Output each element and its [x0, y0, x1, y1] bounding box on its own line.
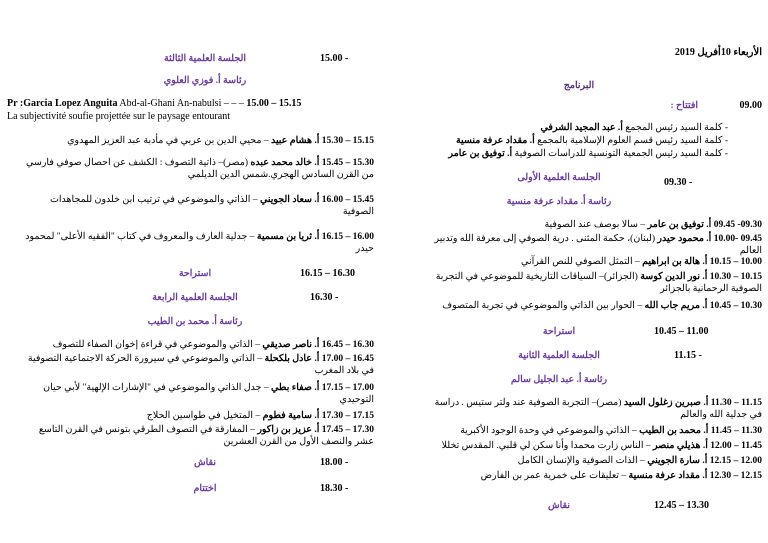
break1-label: استراحة: [542, 327, 576, 337]
session2-time: 11.15 -: [674, 350, 702, 361]
break1-time: 10.45 – 11.00: [654, 326, 709, 337]
talk-row: 12.15 – 12.30 أ. مقداد عرفة منسية – تعليقات على خمرية عمر بن الفارض: [480, 471, 762, 481]
talk-row: 09.45 -10.00 أ. محمود حيدر (لبنان)، حكمة المثنى . درية الصوفي إلى معرفة الله وتدبير العالم: [434, 234, 762, 256]
opening-item: - كلمة السيد رئيس المجمع أ. عبد المجيد الشرفي: [540, 123, 728, 133]
opening-label: افتتاح :: [670, 101, 698, 111]
discussion-label: نقاش: [548, 501, 570, 511]
latin-speaker-ar: Abd-al-Ghani An-nabulsi –: [119, 98, 229, 109]
talk-row: 11.30 – 11.45 أ. محمد بن الطيب – الذاتي والموضوعي في وحدة الوجود الأكبرية: [460, 426, 762, 436]
discussion-time: 12.45 – 13.30: [654, 500, 709, 511]
session4-chair: رئاسة أ. محمد بن الطيب: [147, 317, 243, 327]
session3-time: 15.00 -: [320, 53, 349, 64]
latin-speaker: Pr :Garcia Lopez Anguita: [7, 98, 118, 109]
talk-row: 11.45 – 12.00 أ. هذيلي منصر – الناس زارت محمدا وأنا سكن لي قلبي. المقدس تخللا: [441, 441, 762, 451]
talk-row: 09.30- 09.45 أ. توفيق بن عامر – سالا بوصف عند الصوفية: [544, 220, 762, 230]
opening-item: - كلمة السيد رئيس قسم العلوم الإسلامية بالمجمع أ. مقداد عرفة منسية: [455, 136, 728, 146]
latin-talk-row: [7, 98, 301, 109]
talk-row: 12.00 – 12.15 أ. سارة الجويني – الذات الصوفية والإنسان الكامل: [517, 456, 762, 466]
discussion2-label: نقاش: [194, 458, 216, 468]
talk-row: 11.15 – 11.30 أ. صبرين زغلول السيد (مصر)– التجربة الصوفية عند ولتر ستيس . دراسة في جدلية الله والعالم: [434, 398, 762, 420]
session1-chair: رئاسة أ. مقداد عرفة منسية: [506, 197, 612, 207]
session3-title: الجلسة العلمية الثالثة: [164, 54, 246, 64]
talk-row: 10.15 – 10.30 أ. نور الدين كوسة (الجزائر)– السياقات التاريخية للموضوعي في التجربة الصوفية الرحمانية بالجزائر: [435, 272, 762, 294]
talk-row: 17.00 – 17.15 أ. صفاء بطي – جدل الذاتي والموضوعي في "الإشارات الإلهية" لأبي حيان التوحيدي: [43, 383, 374, 405]
latin-time: 15.00 – 15.15: [246, 98, 302, 109]
talk-row: 15.15 – 15.30 أ. هشام عبيد – محيي الدين بن عربي في مأدبة عبد العزيز المهدوي: [67, 136, 374, 146]
session4-title: الجلسة العلمية الرابعة: [152, 293, 238, 303]
talk-row: 16.30 – 16.45 أ. ناصر صديقي – الذاتي والموضوعي في قراءة إخوان الصفاء للتصوف: [52, 340, 374, 350]
discussion2-time: 18.00 -: [320, 457, 349, 468]
talk-row: 17.30 – 17.45 أ. عزيز بن زاكور – المفارقة في التصوف الطرقي بتونس في القرن التاسع عشر والنصف الأول من القرن العشرين: [38, 425, 374, 447]
talk-row: 16.00 – 16.15 أ. ثريا بن مسمية – جدلية العارف والمعروف في كتاب "الفقيه الأعلى" لمحمود حيدر: [25, 232, 374, 254]
session4-time: 16.30 -: [310, 292, 339, 303]
latin-dashes: – –: [231, 98, 244, 109]
opening-time: 09.00: [739, 100, 762, 111]
closing-label: اختتام: [193, 484, 217, 494]
talk-row: 17.15 – 17.30 أ. سامية فطوم – المتخيل في طواسين الحلاج: [146, 411, 374, 421]
session2-title: الجلسة العلمية الثانية: [518, 351, 600, 361]
session3-chair: رئاسة أ. فوزي العلوي: [163, 76, 247, 86]
session2-chair: رئاسة أ. عبد الجليل سالم: [510, 375, 608, 385]
break2-label: استراحة: [178, 269, 212, 279]
date-heading: الأربعاء 10أفريل 2019: [674, 47, 762, 58]
right-column: [384, 0, 768, 543]
opening-item: - كلمة السيد رئيس الجمعية التونسية للدراسات الصوفية أ. توفيق بن عامر: [448, 149, 728, 159]
talk-row: 15.45 – 16.00 أ. سعاد الجويني – الذاتي والموضوعي في ترتيب ابن خلدون للمجاهدات الصوفية: [49, 195, 374, 217]
session1-time: 09.30 -: [664, 177, 693, 188]
talk-row: 16.45 – 17.00 أ. عادل بلكحلة – الذاتي والموضوعي في سيرورة الحركة الاجتماعية التصوفية في بلاد المغرب: [27, 354, 374, 376]
break2-time: 16.15 – 16.30: [300, 268, 355, 279]
closing-time: 18.30 -: [320, 483, 349, 494]
talk-row: 10.00 – 10.15 أ. هالة بن ابراهيم – التمثل الصوفي للنص القرآني: [521, 257, 762, 267]
session1-title: الجلسة العلمية الأولى: [517, 173, 601, 183]
talk-row: 15.30 – 15.45 أ. خالد محمد عبده (مصر)– ذاتية التصوف : الكشف عن احصال صوفي فارسي من القرن السادس الهجري.شمس الدين الديلمي: [25, 158, 374, 180]
program-title: البرنامج: [563, 81, 595, 91]
latin-title: La subjectivité soufie projettée sur le paysage entourant: [7, 111, 230, 122]
talk-row: 10.30 – 10.45 أ. مريم جاب الله – الحوار بين الذاتي والموضوعي في تجربة المتصوف: [442, 301, 762, 311]
